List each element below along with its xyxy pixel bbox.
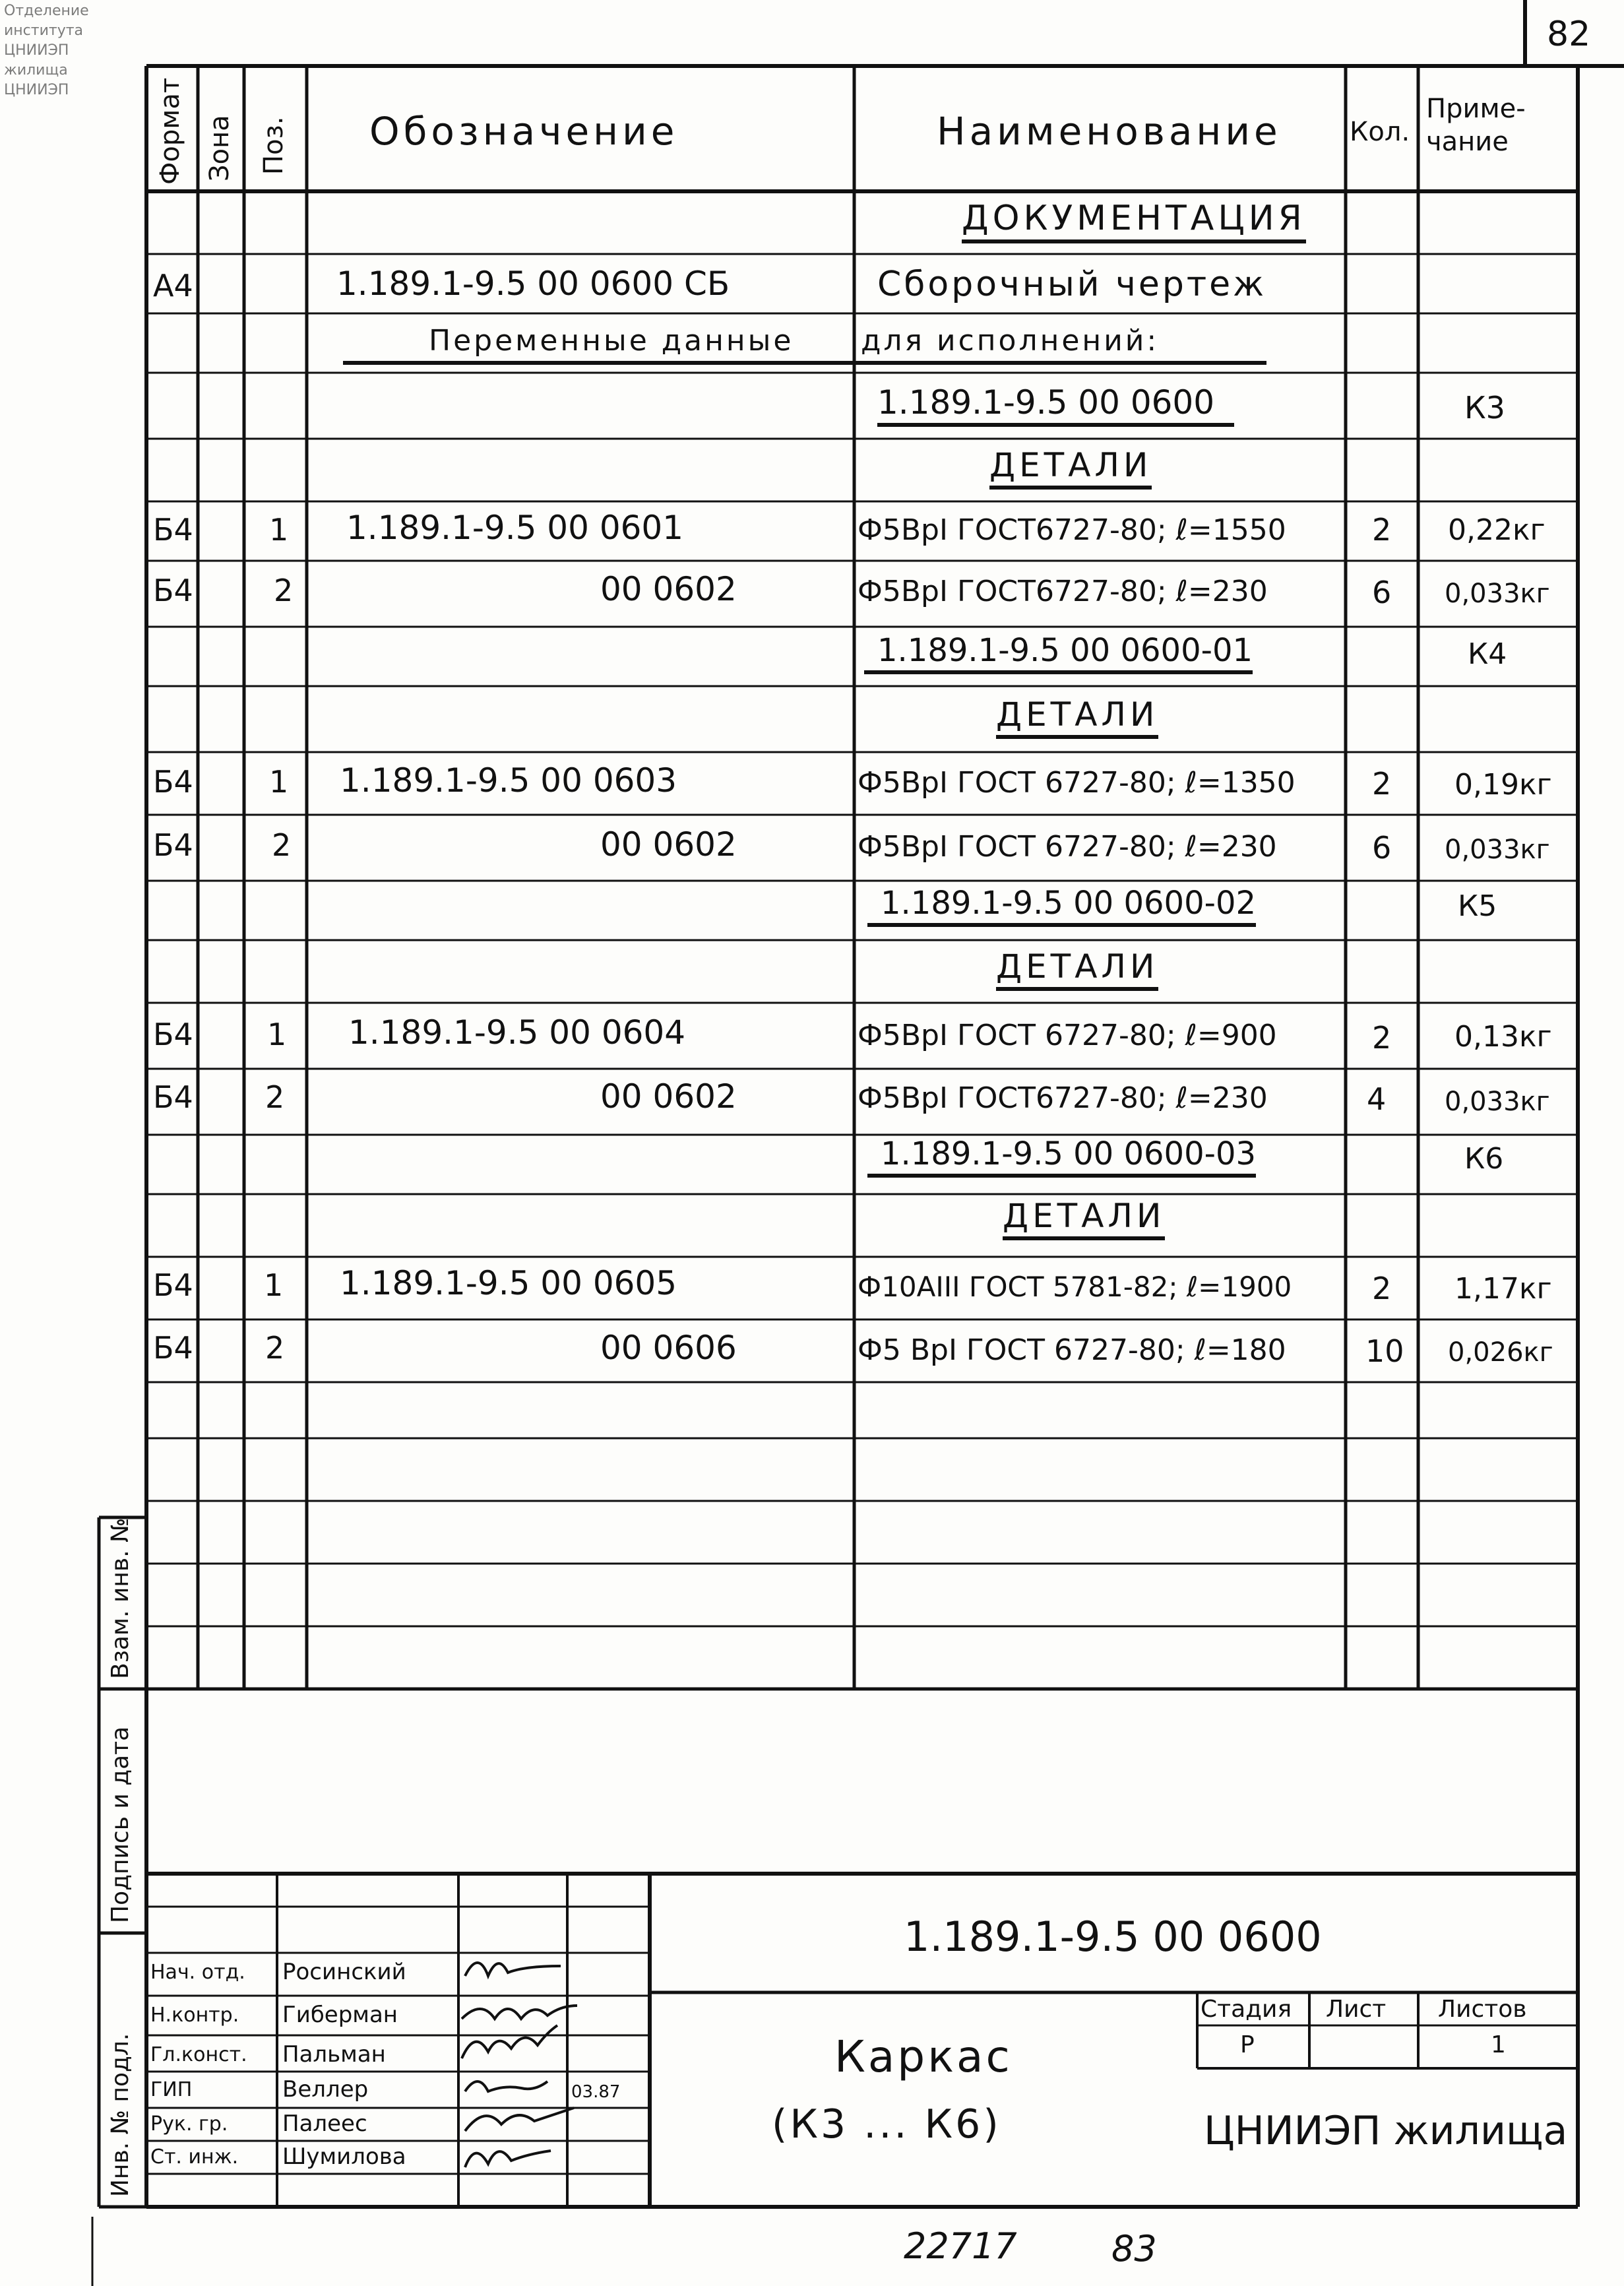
row-variant-code: 1.189.1-9.5 00 0600-02 [867,887,1256,927]
row-pos: 2 [265,1079,285,1115]
row-format: Б4 [153,1330,193,1366]
row-designation: 00 0602 [600,570,737,608]
row-designation: 00 0602 [600,825,737,864]
row-format: Б4 [153,573,193,608]
row-name: Ф5ВрI ГОСТ6727-80; ℓ=230 [858,1081,1268,1115]
signature-rosinsky [465,1963,561,1976]
header-format: Формат [155,77,185,185]
row-note: К6 [1464,1142,1504,1176]
footer-page: 83 [1111,2228,1157,2270]
row-name: Ф5ВрI ГОСТ 6727-80; ℓ=900 [858,1019,1277,1052]
row-variant-code: 1.189.1-9.5 00 0600 [877,386,1234,427]
stamp-role: Гл.конст. [150,2043,247,2066]
row-note: К3 [1464,390,1505,426]
stamp-date: 03.87 [571,2082,621,2102]
header-note: Приме- чание [1426,94,1526,157]
stamp-doc-code: 1.189.1-9.5 00 0600 [904,1913,1322,1961]
signature-giberman [462,2006,577,2019]
row-qty: 2 [1372,1271,1392,1306]
row-name: для исполнений: [861,324,1160,358]
row-variant-code: 1.189.1-9.5 00 0600-03 [867,1138,1256,1178]
row-pos: 1 [267,1017,287,1052]
row-format: Б4 [153,512,193,548]
row-note: 0,22кг [1448,513,1546,547]
row-variable-data: Переменные данные [429,324,794,358]
row-section-title: ДЕТАЛИ [1003,1199,1165,1240]
sheet-corner-number: 82 [1547,15,1591,54]
row-qty: 2 [1372,1020,1392,1056]
stamp-person: Росинский [282,1959,406,1985]
stamp-person: Палеес [282,2111,367,2137]
row-variant-code: 1.189.1-9.5 00 0600-01 [864,635,1253,674]
margin-podpis-data: Подпись и дата [107,1726,134,1923]
row-note: 0,026кг [1448,1337,1553,1368]
row-name: Ф5ВрI ГОСТ 6727-80; ℓ=1350 [858,766,1296,800]
row-name: Ф5ВрI ГОСТ 6727-80; ℓ=230 [858,830,1277,864]
row-name: Ф10АIII ГОСТ 5781-82; ℓ=1900 [858,1271,1292,1303]
row-designation: 1.189.1-9.5 00 0605 [340,1264,677,1302]
stamp-stage-value: Р [1240,2031,1255,2058]
stamp-person: Пальман [282,2041,386,2068]
margin-inv-podl: Инв. № подл. [107,2033,134,2197]
row-designation: 1.189.1-9.5 00 0601 [346,509,684,547]
row-note: 0,033кг [1445,579,1550,609]
row-name: Ф5ВрI ГОСТ6727-80; ℓ=1550 [858,513,1286,547]
stamp-stage-label: Стадия [1201,1996,1292,2023]
row-pos: 1 [269,764,289,800]
stamp-title-line1: Каркас [834,2031,1013,2082]
row-note: К4 [1468,637,1507,671]
margin-vzam-inv: Взам. инв. № [107,1517,134,1679]
row-qty: 2 [1372,766,1392,802]
footer-number: 22717 [904,2225,1017,2267]
row-pos: 1 [269,512,289,548]
stamp-person: Веллер [282,2076,369,2103]
stamp-role: Рук. гр. [150,2112,228,2136]
stamp-person: Гиберман [282,2002,398,2028]
row-note: 0,13кг [1454,1020,1552,1054]
row-format: А4 [153,268,193,303]
stamp-sheets-label: Листов [1438,1996,1527,2023]
row-section-title: ДЕТАЛИ [996,698,1158,739]
header-zone: Зона [204,115,235,181]
row-pos: 2 [272,827,292,863]
row-designation: 00 0602 [600,1077,737,1116]
header-designation: Обозначение [369,109,679,154]
row-section-title: ДЕТАЛИ [989,449,1152,490]
row-pos: 2 [274,573,294,608]
signature-palman [462,2025,557,2058]
variable-data-underline [343,360,1266,367]
row-section-title: ДОКУМЕНТАЦИЯ [962,201,1306,243]
header-qty: Кол. [1350,117,1410,147]
signature-veller [465,2081,547,2091]
row-name: Ф5ВрI ГОСТ6727-80; ℓ=230 [858,575,1268,608]
signature-shumilova [465,2151,551,2167]
row-format: Б4 [153,1267,193,1303]
library-stamp: Отделение института ЦНИИЭП жилища ЦНИИЭП [4,3,89,98]
row-pos: 1 [264,1267,284,1303]
row-format: Б4 [153,1079,193,1115]
row-name: Ф5 ВрI ГОСТ 6727-80; ℓ=180 [858,1333,1286,1367]
stamp-sheets-value: 1 [1491,2031,1506,2058]
row-designation: 1.189.1-9.5 00 0604 [348,1013,686,1052]
row-note: 1,17кг [1454,1272,1552,1306]
stamp-organization: ЦНИИЭП жилища [1204,2108,1568,2154]
row-designation: 00 0606 [600,1329,737,1367]
row-format: Б4 [153,764,193,800]
row-note: 0,033кг [1445,835,1550,865]
stamp-title-line2: (К3 ... К6) [772,2101,1001,2147]
row-format: Б4 [153,1017,193,1052]
row-section-title: ДЕТАЛИ [996,950,1158,991]
row-note: 0,033кг [1445,1087,1550,1117]
row-qty: 6 [1372,575,1392,610]
row-qty: 4 [1367,1081,1387,1117]
row-designation: 1.189.1-9.5 00 0603 [340,761,677,800]
header-pos: Поз. [259,116,289,175]
header-name: Наименование [937,109,1282,154]
signature-palees [465,2108,574,2131]
stamp-role: Н.контр. [150,2004,239,2027]
row-name: Сборочный чертеж [877,265,1266,304]
row-note: К5 [1458,889,1497,923]
stamp-role: ГИП [150,2078,193,2101]
row-format: Б4 [153,827,193,863]
stamp-role: Нач. отд. [150,1961,245,1984]
stamp-person: Шумилова [282,2143,406,2170]
row-note: 0,19кг [1454,768,1552,802]
row-designation: 1.189.1-9.5 00 0600 СБ [336,265,730,303]
stamp-sheet-label: Лист [1326,1996,1387,2023]
stamp-role: Ст. инж. [150,2145,239,2169]
row-qty: 6 [1372,830,1392,866]
row-qty: 2 [1372,512,1392,548]
row-pos: 2 [265,1330,285,1366]
row-qty: 10 [1365,1333,1404,1369]
